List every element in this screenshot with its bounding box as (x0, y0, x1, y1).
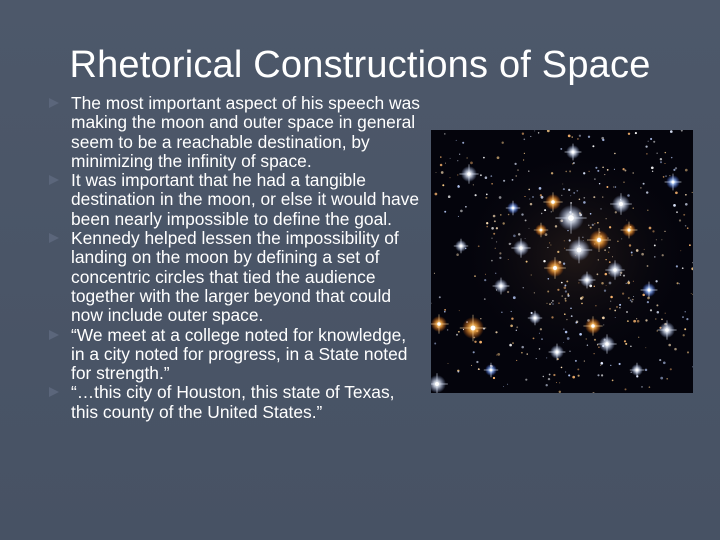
slide-title: Rhetorical Constructions of Space (69, 44, 651, 86)
bullet-item (48, 229, 420, 325)
triangle-right-icon (48, 386, 60, 398)
triangle-right-icon (48, 97, 60, 109)
bullet-text: It was important that he had a tangible destination in the moon, or else it would have been nearly impossible to define the goal. (71, 170, 420, 229)
triangle-right-icon (48, 329, 60, 341)
bullet-text: “We meet at a college noted for knowledge, in a city noted for progress, in a State noted for strength.” (71, 324, 408, 384)
bullet-list (48, 94, 420, 422)
bullet-item (48, 326, 420, 384)
bullet-item (48, 94, 420, 171)
bullet-text: “…this city of Houston, this state of Texas, this county of the United States.” (71, 382, 395, 422)
starfield-graphic (431, 130, 693, 393)
bullet-item (48, 171, 420, 229)
triangle-right-icon (48, 174, 60, 186)
bullet-item (48, 383, 420, 422)
star-cluster-image (431, 130, 693, 393)
triangle-right-icon (48, 232, 60, 244)
bullet-text: Kennedy helped lessen the impossibility of landing on the moon by defining a set of concentric circles that tied the audience together with the larger beyond that could now include outer space. (71, 228, 399, 326)
bullet-text: The most important aspect of his speech was making the moon and outer space in general seem to be a reachable destination, by minimizing the infinity of space. (71, 93, 420, 171)
